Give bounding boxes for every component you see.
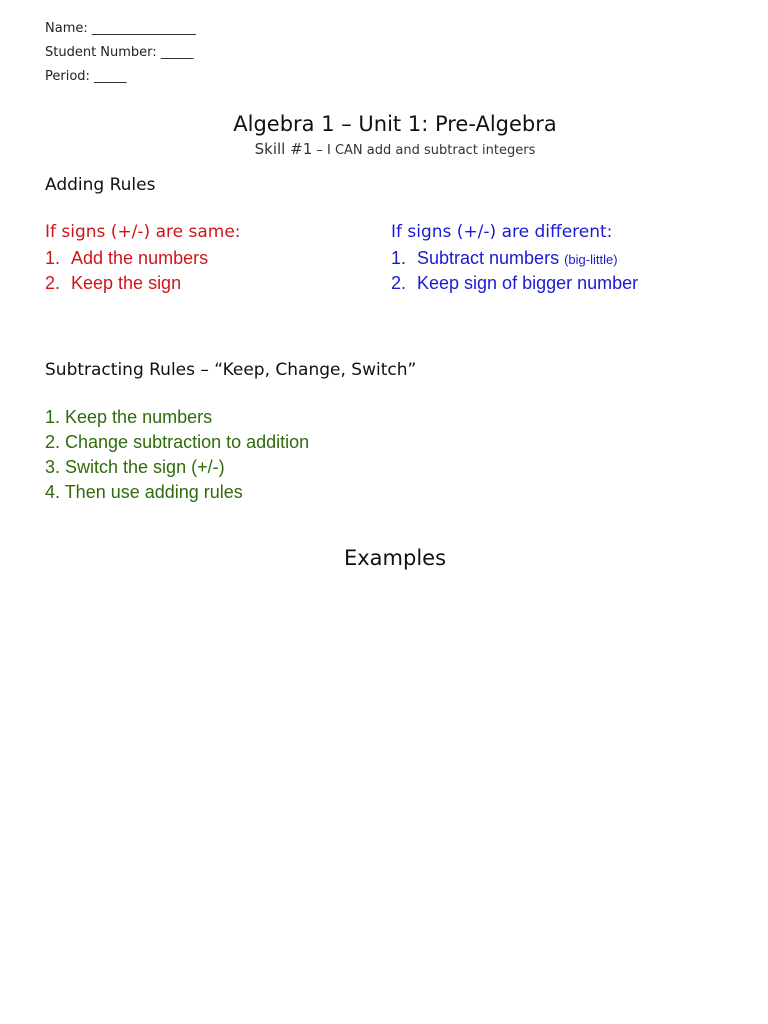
subtract-rule-4: 4. Then use adding rules xyxy=(45,482,243,502)
rule-text: Keep the sign xyxy=(71,273,182,293)
student-number-field: Student Number: _____ xyxy=(45,45,194,60)
subtract-rule-3: 3. Switch the sign (+/-) xyxy=(45,457,225,477)
skill-description: – I CAN add and subtract integers xyxy=(312,143,536,158)
name-field: Name: ________________ xyxy=(45,21,196,36)
subtract-rule-2: 2. Change subtraction to addition xyxy=(45,432,310,452)
different-signs-rule-2 xyxy=(391,273,638,294)
rule-number: 2. xyxy=(45,273,61,293)
page-subtitle xyxy=(0,140,768,158)
rule-text: Keep sign of bigger number xyxy=(417,273,639,293)
rule-number: 1. xyxy=(45,248,61,268)
period-field: Period: _____ xyxy=(45,69,127,84)
same-signs-heading: If signs (+/-) are same: xyxy=(45,222,241,242)
skill-label: Skill #1 xyxy=(254,140,313,158)
rule-number: 2. xyxy=(391,273,407,293)
different-signs-heading: If signs (+/-) are different: xyxy=(391,222,613,242)
adding-rules-heading: Adding Rules xyxy=(45,175,156,195)
rule-text: Subtract numbers xyxy=(417,248,560,268)
rule-note: (big-little) xyxy=(564,252,618,267)
page-title: Algebra 1 – Unit 1: Pre-Algebra xyxy=(233,112,557,136)
rule-text: Add the numbers xyxy=(71,248,209,268)
rule-number: 1. xyxy=(391,248,407,268)
same-signs-rule-2 xyxy=(45,273,181,294)
same-signs-rule-1 xyxy=(45,248,208,269)
subtracting-rules-heading: Subtracting Rules – “Keep, Change, Switch” xyxy=(45,360,417,380)
subtract-rule-1: 1. Keep the numbers xyxy=(45,407,213,427)
examples-heading: Examples xyxy=(343,546,447,570)
different-signs-rule-1 xyxy=(391,248,618,269)
